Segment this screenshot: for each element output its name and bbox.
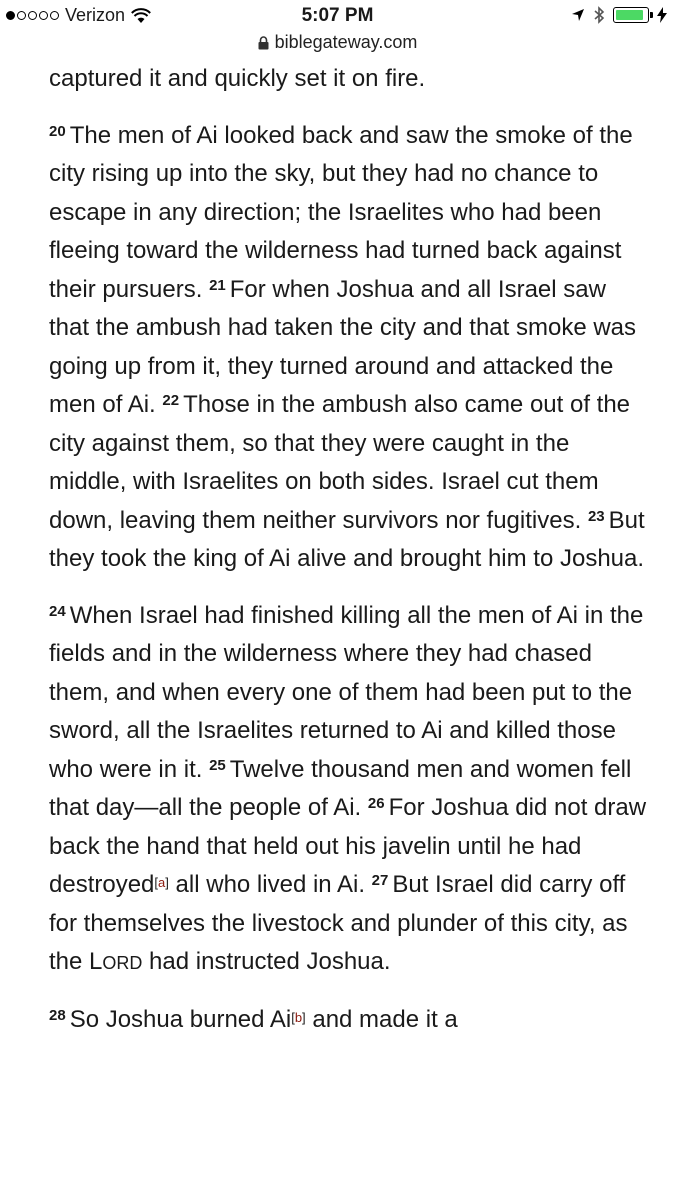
verse-text: all who lived in Ai. [168,871,365,898]
charging-bolt-icon [657,7,667,23]
verse-number: 20 [49,122,66,140]
status-bar [0,0,675,34]
verse-text: For Joshua did not draw back the hand that held out his javelin until he had destroyed [49,794,647,898]
location-arrow-icon [571,8,585,22]
verse-text: But Israel did carry off for themselves the livestock and plunder of this city, as the [49,871,628,975]
verse-text: Twelve thousand men and women fell that day—all the people of Ai. [49,755,632,821]
verse-number: 26 [367,795,385,812]
verse-number: 27 [371,872,389,889]
lock-icon [258,36,269,50]
verse-text: The men of Ai looked back and saw the smoke of the city rising up into the sky, but they had no chance to escape in any direction; the Israelites who had been fleeing toward the wilderness had turned back against their pursuers. [49,121,633,303]
bluetooth-icon [593,6,605,24]
verse-text: For when Joshua and all Israel saw that the ambush had taken the city and that smoke was going up from it, they turned around and attacked the men of Ai. [49,275,637,418]
url-domain[interactable]: biblegateway.com [274,32,418,52]
battery-icon [613,7,649,23]
verse-text: But they took the king of Ai alive and brought him to Joshua. [49,506,645,572]
lord-smallcaps: LORD [89,948,143,975]
verse-number: 22 [162,392,180,409]
paragraph [49,597,649,983]
status-right [571,6,667,24]
verse-text: and made it a [305,1005,458,1033]
verse-number: 24 [49,602,66,620]
paragraph [49,1001,649,1040]
clock: 5:07 PM [301,5,374,26]
verse-text: Those in the ambush also came out of the city against them, so that they were caught in the middle, with Israelites on both sides. Israel cut them down, leaving them neither survivors nor fugitives. [49,391,631,534]
footnote-link-a[interactable]: [a] [154,875,169,890]
battery-level [616,10,643,20]
verse-text: captured it and quickly set it on fire. [49,65,426,92]
verse-text: So Joshua burned Ai [69,1005,292,1033]
address-bar[interactable] [0,32,675,58]
verse-text: When Israel had finished killing all the men of Ai in the fields and in the wilderness where they had chased them, and when every one of them had been put to the sword, all the Israelites returned to Ai and killed those who were in it. [49,601,644,783]
carrier-name: Verizon [65,5,126,25]
verse-number: 23 [587,507,605,525]
footnote-link-b[interactable]: [b] [291,1009,306,1025]
verse-number: 25 [209,756,226,774]
verse-number: 28 [49,1006,66,1024]
paragraph [49,117,649,579]
passage-text [49,60,649,1057]
paragraph [49,60,649,99]
verse-text: had instructed Joshua. [142,948,391,975]
verse-number: 21 [209,276,226,294]
